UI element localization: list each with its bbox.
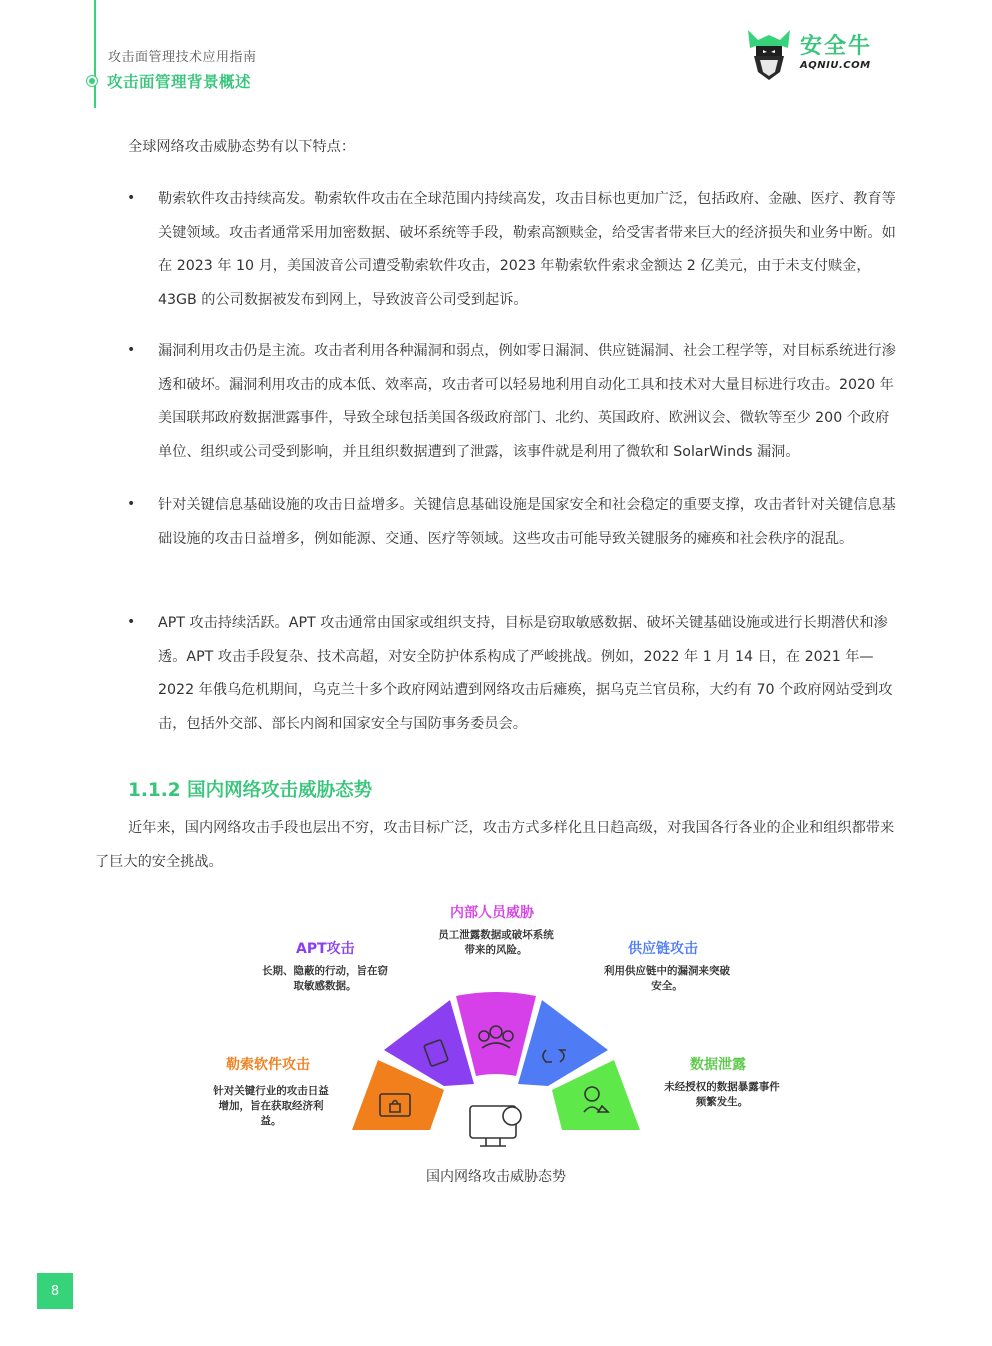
bullet-item: APT 攻击持续活跃。APT 攻击通常由国家或组织支持，目标是窃取敏感数据、破坏关键基础设施或进行长期潜伏和渗透。APT 攻击手段复杂、技术高超，对安全防护体系构成了严峻挑战。例如，2022 年 1 月 14 日，在 2021 年—2022 年俄乌危机期间，乌克兰十多个政府网站遭到网络攻击后瘫痪，据乌克兰官员称，大约有 70 个政府网站受到攻击，包括外交部、部长内阁和国家安全与国防事务委员会。 <box>158 615 893 732</box>
intro-paragraph: 全球网络攻击威胁态势有以下特点： <box>128 139 356 155</box>
label-ransomware: 勒索软件攻击 <box>226 1057 310 1073</box>
logo-cn: 安全牛 <box>800 34 873 59</box>
heading-paragraph: 近年来，国内网络攻击手段也层出不穷，攻击目标广泛，攻击方式多样化且日趋高级，对我国各行各业的企业和组织都带来了巨大的安全挑战。 <box>95 820 895 870</box>
bullet-marker: • <box>127 190 136 206</box>
label-apt: APT攻击 <box>296 941 355 957</box>
desc-apt: 长期、隐蔽的行动，旨在窃取敏感数据。 <box>262 965 388 992</box>
label-supply-chain: 供应链攻击 <box>628 941 698 957</box>
logo-en: AQNIU.COM <box>800 60 871 71</box>
figure-caption: 国内网络攻击威胁态势 <box>426 1169 566 1185</box>
section-title: 攻击面管理背景概述 <box>107 73 252 91</box>
doc-title: 攻击面管理技术应用指南 <box>108 50 257 65</box>
logo <box>744 26 872 82</box>
bullet-item: 漏洞利用攻击仍是主流。攻击者利用各种漏洞和弱点，例如零日漏洞、供应链漏洞、社会工程学等，对目标系统进行渗透和破坏。漏洞利用攻击的成本低、效率高，攻击者可以轻易地利用自动化工具和技术对大量目标进行攻击。2020 年美国联邦政府数据泄露事件，导致全球包括美国各级政府部门、北约、英国政府、欧洲议会、微软等至少 200 个政府单位、组织或公司受到影响，并且组织数据遭到了泄露，该事件就是利用了微软和 SolarWinds 漏洞。 <box>158 343 896 460</box>
section-dot-icon <box>86 75 98 87</box>
desc-ransomware: 针对关键行业的攻击日益增加，旨在获取经济利益。 <box>213 1085 329 1127</box>
viking-logo-icon <box>744 26 794 82</box>
threat-figure <box>0 880 992 1200</box>
desc-insider: 员工泄露数据或破坏系统带来的风险。 <box>438 929 554 956</box>
bullet-item: 针对关键信息基础设施的攻击日益增多。关键信息基础设施是国家安全和社会稳定的重要支撑，攻击者针对关键信息基础设施的攻击日益增多，例如能源、交通、医疗等领域。这些攻击可能导致关键服务的瘫痪和社会秩序的混乱。 <box>158 497 896 547</box>
label-insider: 内部人员威胁 <box>450 905 534 921</box>
bullet-marker: • <box>127 342 136 358</box>
desc-data-leak: 未经授权的数据暴露事件频繁发生。 <box>664 1081 780 1108</box>
desc-supply-chain: 利用供应链中的漏洞来突破安全。 <box>604 965 730 992</box>
section-heading: 1.1.2 国内网络攻击威胁态势 <box>128 780 373 801</box>
bullet-marker: • <box>127 614 136 630</box>
bullet-marker: • <box>127 496 136 512</box>
section-indicator <box>86 70 251 92</box>
label-data-leak: 数据泄露 <box>690 1057 746 1073</box>
bullet-item: 勒索软件攻击持续高发。勒索软件攻击在全球范围内持续高发，攻击目标也更加广泛，包括政府、金融、医疗、教育等关键领域。攻击者通常采用加密数据、破坏系统等手段，勒索高额赎金，给受害者带来巨大的经济损失和业务中断。如在 2023 年 10 月，美国波音公司遭受勒索软件攻击，2023 年勒索软件索求金额达 2 亿美元，由于未支付赎金，43GB 的公司数据被发布到网上，导致波音公司受到起诉。 <box>158 191 896 308</box>
page-number: 8 <box>37 1273 73 1309</box>
